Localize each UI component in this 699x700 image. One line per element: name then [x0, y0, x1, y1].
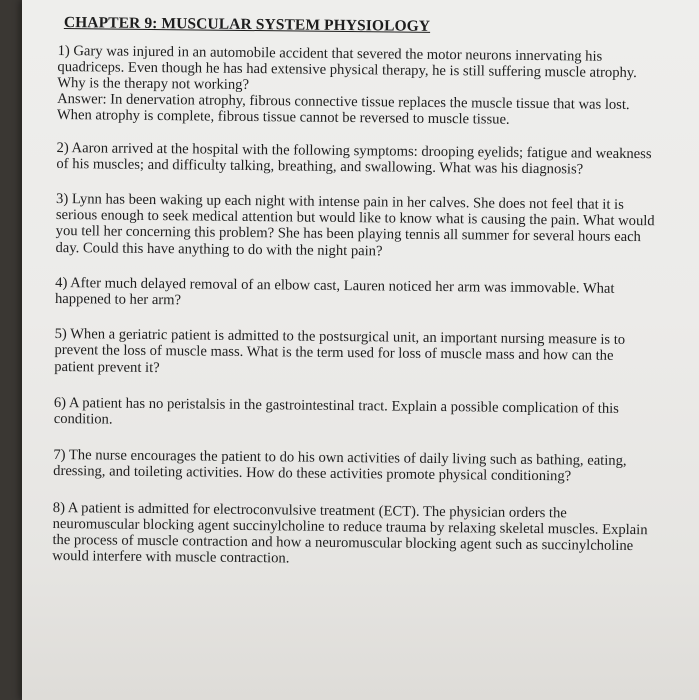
question-3-text: 3) Lynn has been waking up each night with intense pain in her calves. She does not feel that it is serious enough to seek medical attention but would like to know what is causing the pain. What would you tell her concerning this problem? She has been playing tennis all summer for several hours each day. Could this have anything to do with the night pain?: [55, 191, 655, 260]
question-4-text: 4) After much delayed removal of an elbow cast, Lauren noticed her arm was immovable. What happened to her arm?: [54, 274, 615, 309]
question-7: [53, 447, 653, 486]
question-1-text: 1) Gary was injured in an automobile accident that severed the motor neurons innervating his quadriceps. Even though he has had extensive physical therapy, he is still suffering muscle atrophy. Why is the therapy not working?: [57, 42, 637, 94]
question-5: [54, 326, 654, 381]
question-6: [54, 395, 654, 434]
question-4: [55, 275, 655, 314]
paper-sheet: [22, 0, 699, 700]
question-7-text: 7) The nurse encourages the patient to do his own activities of daily living such as bathing, eating, dressing, and toileting activities. How do these activities promote physical conditioning?: [53, 447, 627, 485]
question-3: [55, 191, 656, 262]
question-8-text: 8) A patient is admitted for electroconvulsive treatment (ECT). The physician orders the neuromuscular blocking agent succinylcholine to reduce trauma by relaxing skeletal muscles. Explain the process of muscle contraction and how a neuromuscular blocking agent such as succinylcholine would interfere with muscle contraction.: [52, 499, 648, 567]
question-1: [57, 43, 658, 130]
worksheet-page: [52, 14, 658, 584]
question-1-answer: Answer: In denervation atrophy, fibrous connective tissue replaces the muscle tissue that was lost. When atrophy is complete, fibrous tissue cannot be reversed to muscle tissue.: [56, 91, 630, 129]
question-2-text: 2) Aaron arrived at the hospital with the following symptoms: drooping eyelids; fatigue and weakness of his muscles; and difficulty talking, breathing, and swallowing. What was his diagnosis?: [56, 139, 652, 178]
question-8: [52, 500, 653, 571]
chapter-title: CHAPTER 9: MUSCULAR SYSTEM PHYSIOLOGY: [63, 14, 431, 35]
question-6-text: 6) A patient has no peristalsis in the gastrointestinal tract. Explain a possible complication of this condition.: [53, 394, 619, 428]
question-5-text: 5) When a geriatric patient is admitted to the postsurgical unit, an important nursing measure is to prevent the loss of muscle mass. What is the term used for loss of muscle mass and how can the patient prevent it?: [54, 326, 626, 376]
question-2: [56, 140, 656, 179]
